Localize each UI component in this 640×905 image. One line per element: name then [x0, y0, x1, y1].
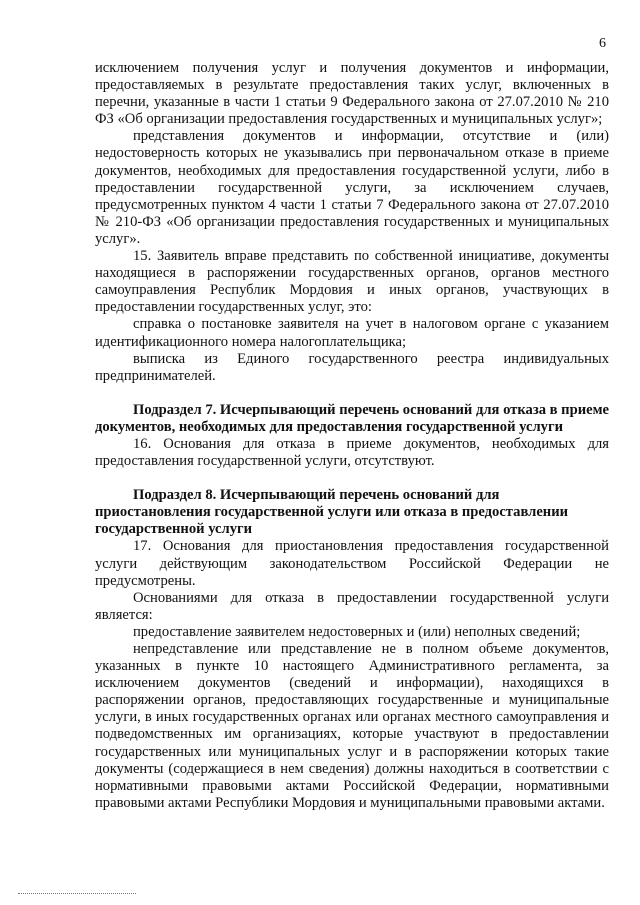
- section-7-heading: Подраздел 7. Исчерпывающий перечень оснований для отказа в приеме документов, необходимых для предоставления государственной услуги: [95, 401, 609, 435]
- paragraph: предоставление заявителем недостоверных и (или) неполных сведений;: [133, 623, 581, 640]
- spacer: [95, 385, 609, 402]
- paragraph: выписка из Единого государственного реестра индивидуальных предпринимателей.: [95, 350, 609, 384]
- page-number: 6: [599, 36, 606, 51]
- paragraph: справка о постановке заявителя на учет в налоговом органе с указанием идентификационного номера налогоплательщика;: [95, 316, 609, 350]
- spacer: [95, 470, 609, 487]
- paragraph: непредставление или представление не в полном объеме документов, указанных в пункте 10 настоящего Административного регламента, за исключением документов (сведений и информации), находящихся в распоряжении органов, предоставляющих государственные и муниципальные услуги, в иных государственных органах или органах местного самоуправления и подведомственных им организациях, которые участвуют в предоставлении государственных или муниципальных услуг и в распоряжении которых такие документы (содержащиеся в нем сведения) должны находиться в соответствии с нормативными правовыми актами Российской Федерации, нормативными правовыми актами Республики Мордовия и муниципальными правовыми актами.: [95, 641, 609, 811]
- paragraph: представления документов и информации, отсутствие и (или) недостоверность которых не указывались при первоначальном отказе в приеме документов, необходимых для предоставления государственной услуги, либо в предоставлении государственной услуги, за исключением случаев, предусмотренных пунктом 4 части 1 статьи 7 Федерального закона от 27.07.2010 № 210-ФЗ «Об организации предоставления государственных и муниципальных услуг».: [95, 128, 609, 247]
- footer-divider: [18, 893, 136, 894]
- paragraph-item-16: 16. Основания для отказа в приеме документов, необходимых для предоставления государственной услуги, отсутствуют.: [95, 435, 609, 470]
- section-8-heading: Подраздел 8. Исчерпывающий перечень оснований для приостановления государственной услуги или отказа в предоставлении государственной услуги: [95, 487, 569, 538]
- paragraph-item-17: 17. Основания для приостановления предоставления государственной услуги действующим законодательством Российской Федерации не предусмотрены.: [95, 538, 609, 589]
- document-body: [95, 60, 609, 812]
- paragraph-continuation: исключением получения услуг и получения документов и информации, предоставляемых в результате предоставления таких услуг, включенных в перечни, указанные в части 1 статьи 9 Федерального закона от 27.07.2010 № 210 ФЗ «Об организации предоставления государственных и муниципальных услуг»;: [95, 60, 609, 128]
- paragraph-item-15: 15. Заявитель вправе представить по собственной инициативе, документы находящиеся в распоряжении государственных органов, органов местного самоуправления Республик Мордовия и иных органов, участвующих в предоставлении государственных услуг, это:: [95, 248, 609, 316]
- paragraph: Основаниями для отказа в предоставлении государственной услуги является:: [95, 589, 609, 623]
